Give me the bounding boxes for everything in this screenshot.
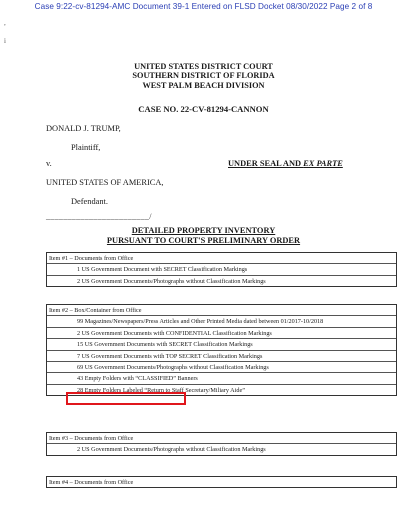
court-heading <box>0 62 407 90</box>
seal-notice-text: UNDER SEAL AND <box>228 159 304 168</box>
highlight-box <box>66 392 186 405</box>
document-title <box>0 226 407 246</box>
inventory-item-2 <box>46 304 397 396</box>
item-header: Item #2 – Box/Container from Office <box>47 305 396 316</box>
item-header: Item #4 – Documents from Office <box>49 479 134 486</box>
case-number: CASE NO. 22-CV-81294-CANNON <box>138 104 269 114</box>
title-line-1: DETAILED PROPERTY INVENTORY <box>131 226 276 235</box>
margin-mark: i <box>4 37 6 45</box>
title-line-2: PURSUANT TO COURT'S PRELIMINARY ORDER <box>106 236 301 245</box>
inventory-item-1 <box>46 252 397 287</box>
court-division: WEST PALM BEACH DIVISION <box>142 80 265 90</box>
item-header: Item #1 – Documents from Office <box>47 253 396 264</box>
seal-notice-italic: EX PARTE <box>303 159 343 168</box>
court-district: SOUTHERN DISTRICT OF FLORIDA <box>132 71 275 81</box>
plaintiff-name: DONALD J. TRUMP, <box>46 124 121 133</box>
docket-header: Case 9:22-cv-81294-AMC Document 39-1 Entered on FLSD Docket 08/30/2022 Page 2 of 8 <box>34 2 373 11</box>
item-row: 1 US Government Document with SECRET Classification Markings <box>47 264 396 275</box>
versus: v. <box>46 159 52 168</box>
inventory-item-4 <box>46 476 397 488</box>
item-row: 69 US Government Documents/Photographs without Classification Markings <box>47 362 396 373</box>
item-row: 15 US Government Documents with SECRET Classification Markings <box>47 339 396 350</box>
signature-line: ________________________/ <box>46 212 152 221</box>
item-row: 7 US Government Documents with TOP SECRET Classification Markings <box>47 351 396 362</box>
item-row-highlighted: 43 Empty Folders with “CLASSIFIED” Banners <box>47 373 396 384</box>
item-row: 28 Empty Folders Labeled “Return to Staff Secretary/Miliary Aide” <box>77 386 245 394</box>
court-name: UNITED STATES DISTRICT COURT <box>134 62 273 71</box>
item-row: 99 Magazines/Newspapers/Press Articles and Other Printed Media dated between 01/2017-10/2018 <box>47 316 396 327</box>
inventory-item-3 <box>46 432 397 456</box>
defendant-role: Defendant. <box>71 197 108 206</box>
item-row: 2 US Government Documents/Photographs without Classification Markings <box>77 277 266 285</box>
item-header: Item #3 – Documents from Office <box>47 433 396 444</box>
defendant-name: UNITED STATES OF AMERICA, <box>46 178 164 187</box>
seal-notice <box>228 159 343 168</box>
item-row: 2 US Government Documents/Photographs without Classification Markings <box>77 446 266 454</box>
margin-mark: , <box>4 19 6 27</box>
plaintiff-role: Plaintiff, <box>71 143 101 152</box>
item-row: 2 US Government Documents with CONFIDENTIAL Classification Markings <box>47 328 396 339</box>
